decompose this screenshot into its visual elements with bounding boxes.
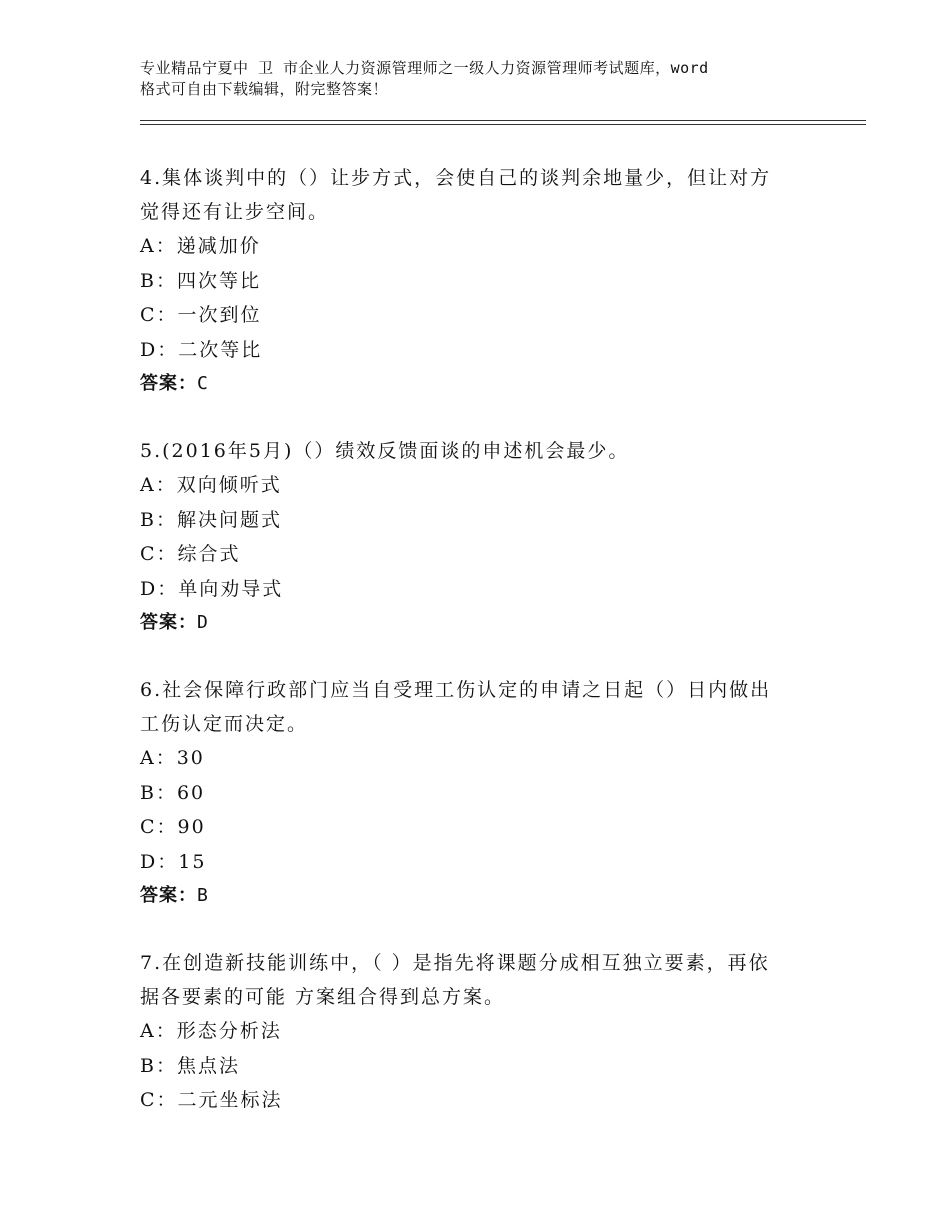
question-5: [140, 434, 820, 640]
option-b: B：解决问题式: [140, 508, 282, 531]
option-c: C：二元坐标法: [140, 1089, 283, 1111]
answer-value: C: [197, 373, 209, 394]
option-b: B：焦点法: [140, 1054, 240, 1077]
answer-line: [140, 879, 820, 913]
header-divider-top: [140, 120, 866, 121]
question-stem-line-2: 据各要素的可能 方案组合得到总方案。: [140, 986, 506, 1008]
header-line-1: 专业精品宁夏中 卫 市企业人力资源管理师之一级人力资源管理师考试题库，word: [140, 59, 709, 77]
question-7: [140, 946, 820, 1118]
question-stem-line-2: 觉得还有让步空间。: [140, 201, 330, 223]
option-a: A：形态分析法: [140, 1020, 282, 1042]
question-stem-line-1: 6.社会保障行政部门应当自受理工伤认定的申请之日起（）日内做出: [140, 679, 772, 701]
option-d: D：二次等比: [140, 338, 263, 361]
question-stem-line-1: 5.(2016年5月)（）绩效反馈面谈的申述机会最少。: [140, 440, 630, 462]
option-a: A：递减加价: [140, 235, 261, 257]
header-divider-bottom: [140, 124, 866, 125]
option-c: C：一次到位: [140, 304, 262, 326]
question-stem-line-1: 4.集体谈判中的（）让步方式，会使自己的谈判余地量少，但让对方: [140, 167, 772, 189]
answer-line: [140, 606, 820, 640]
question-stem-line-2: 工伤认定而决定。: [140, 713, 309, 735]
question-6: [140, 673, 820, 913]
option-d: D：单向劝导式: [140, 577, 284, 600]
answer-value: D: [197, 612, 209, 633]
option-c: C：综合式: [140, 543, 241, 565]
option-a: A：30: [140, 747, 205, 769]
header-line-2: 格式可自由下载编辑，附完整答案！: [140, 80, 389, 98]
answer-line: [140, 367, 820, 401]
answer-label: 答案：: [140, 612, 197, 633]
answer-label: 答案：: [140, 373, 197, 394]
question-4: [140, 161, 820, 401]
option-c: C：90: [140, 816, 206, 838]
question-stem-line-1: 7.在创造新技能训练中，（ ）是指先将课题分成相互独立要素，再依: [140, 952, 770, 974]
option-a: A：双向倾听式: [140, 474, 282, 496]
option-b: B：四次等比: [140, 269, 261, 292]
option-b: B：60: [140, 781, 206, 804]
document-header: [140, 58, 840, 100]
answer-label: 答案：: [140, 885, 197, 906]
option-d: D：15: [140, 850, 207, 873]
answer-value: B: [197, 885, 209, 906]
